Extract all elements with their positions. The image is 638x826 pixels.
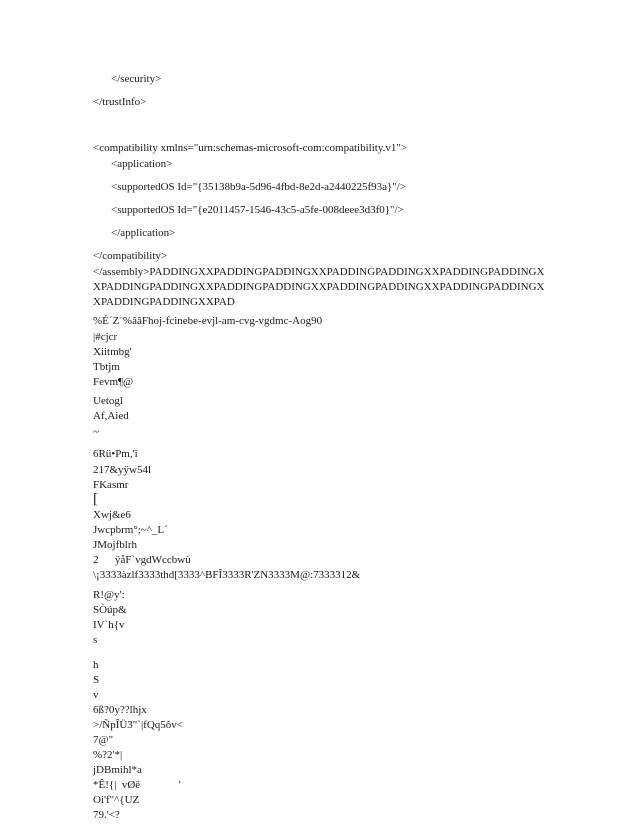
binary-line: *Ê!{| vØë ' — [93, 779, 181, 791]
binary-line: FKasmr — [93, 479, 129, 491]
binary-line: Af,Aied — [93, 410, 129, 422]
binary-line: h — [93, 659, 99, 671]
binary-line: v — [93, 689, 99, 701]
binary-line: %?2'*| — [93, 749, 123, 761]
binary-line: Xiitmbg' — [93, 346, 132, 358]
xml-line-compatibility-close: </compatibility> — [93, 250, 168, 262]
binary-line: S — [93, 674, 100, 686]
binary-line: 79.'<? — [93, 809, 120, 821]
binary-line: s — [93, 634, 98, 646]
binary-line: SÒúp& — [93, 604, 127, 616]
binary-line: Tbtjm — [93, 361, 120, 373]
binary-line: Oi'f"^{UZ — [93, 794, 140, 806]
xml-line-trustinfo-close: </trustInfo> — [93, 96, 147, 108]
xml-line-supportedos-2: <supportedOS Id="{e2011457-1546-43c5-a5fe-008deee3d3f0}"/> — [111, 204, 404, 216]
binary-line: %É´Z¨%ââFhoj-fcinebe-evjl-am-cvg-vgdmc-Aog90 — [93, 315, 323, 327]
binary-line: |#cjcr — [93, 331, 118, 343]
binary-line: Uetogl — [93, 395, 123, 407]
binary-line: >/ÑpÎÜ3"`|fQq5ôv< — [93, 719, 183, 731]
xml-line-security-close: </security> — [111, 73, 162, 85]
binary-line: 6ß?0y??lhjx — [93, 704, 147, 716]
binary-line: Fevm¶@ — [93, 376, 134, 388]
xml-line-supportedos-1: <supportedOS Id="{35138b9a-5d96-4fbd-8e2d-a2440225f93a}"/> — [111, 181, 407, 193]
binary-line: ~ — [93, 426, 99, 438]
binary-line: 217&yÿw54l — [93, 464, 152, 476]
binary-line: Jwcpbrm°;~^_L´ — [93, 524, 168, 536]
binary-line: 6Rü•Pm,'i — [93, 448, 138, 460]
binary-line: IV`h{v — [93, 619, 125, 631]
binary-line: 7@" — [93, 734, 114, 746]
binary-line: jDBmihl*a — [93, 764, 142, 776]
binary-line: \¡3333àzlf3333thd[3333^BFÎ3333R'ZN3333M@:7333312& — [93, 569, 361, 581]
xml-line-assembly-padding — [93, 250, 547, 310]
binary-line: [ — [93, 491, 98, 507]
binary-line: Xwj&e6 — [93, 509, 131, 521]
binary-line: R!@y': — [93, 589, 125, 601]
xml-line-application-close: </application> — [111, 227, 176, 239]
binary-line: 2 ÿåF`vgdWccbwù — [93, 554, 191, 566]
xml-line-application-open: <application> — [111, 158, 173, 170]
assembly-padding-text: </assembly>PADDINGXXPADDINGPADDINGXXPADDINGPADDINGXXPADDINGPADDINGXXPADDINGPADDINGXXPADDINGPADDINGXXPADDINGPADDINGXXPADDINGPADDINGXXPADDINGPADDINGXXPAD — [93, 266, 545, 308]
xml-line-compatibility-open: <compatibility xmlns="urn:schemas-microsoft-com:compatibility.v1"> — [93, 142, 408, 154]
binary-line: JMojfblrh — [93, 539, 137, 551]
